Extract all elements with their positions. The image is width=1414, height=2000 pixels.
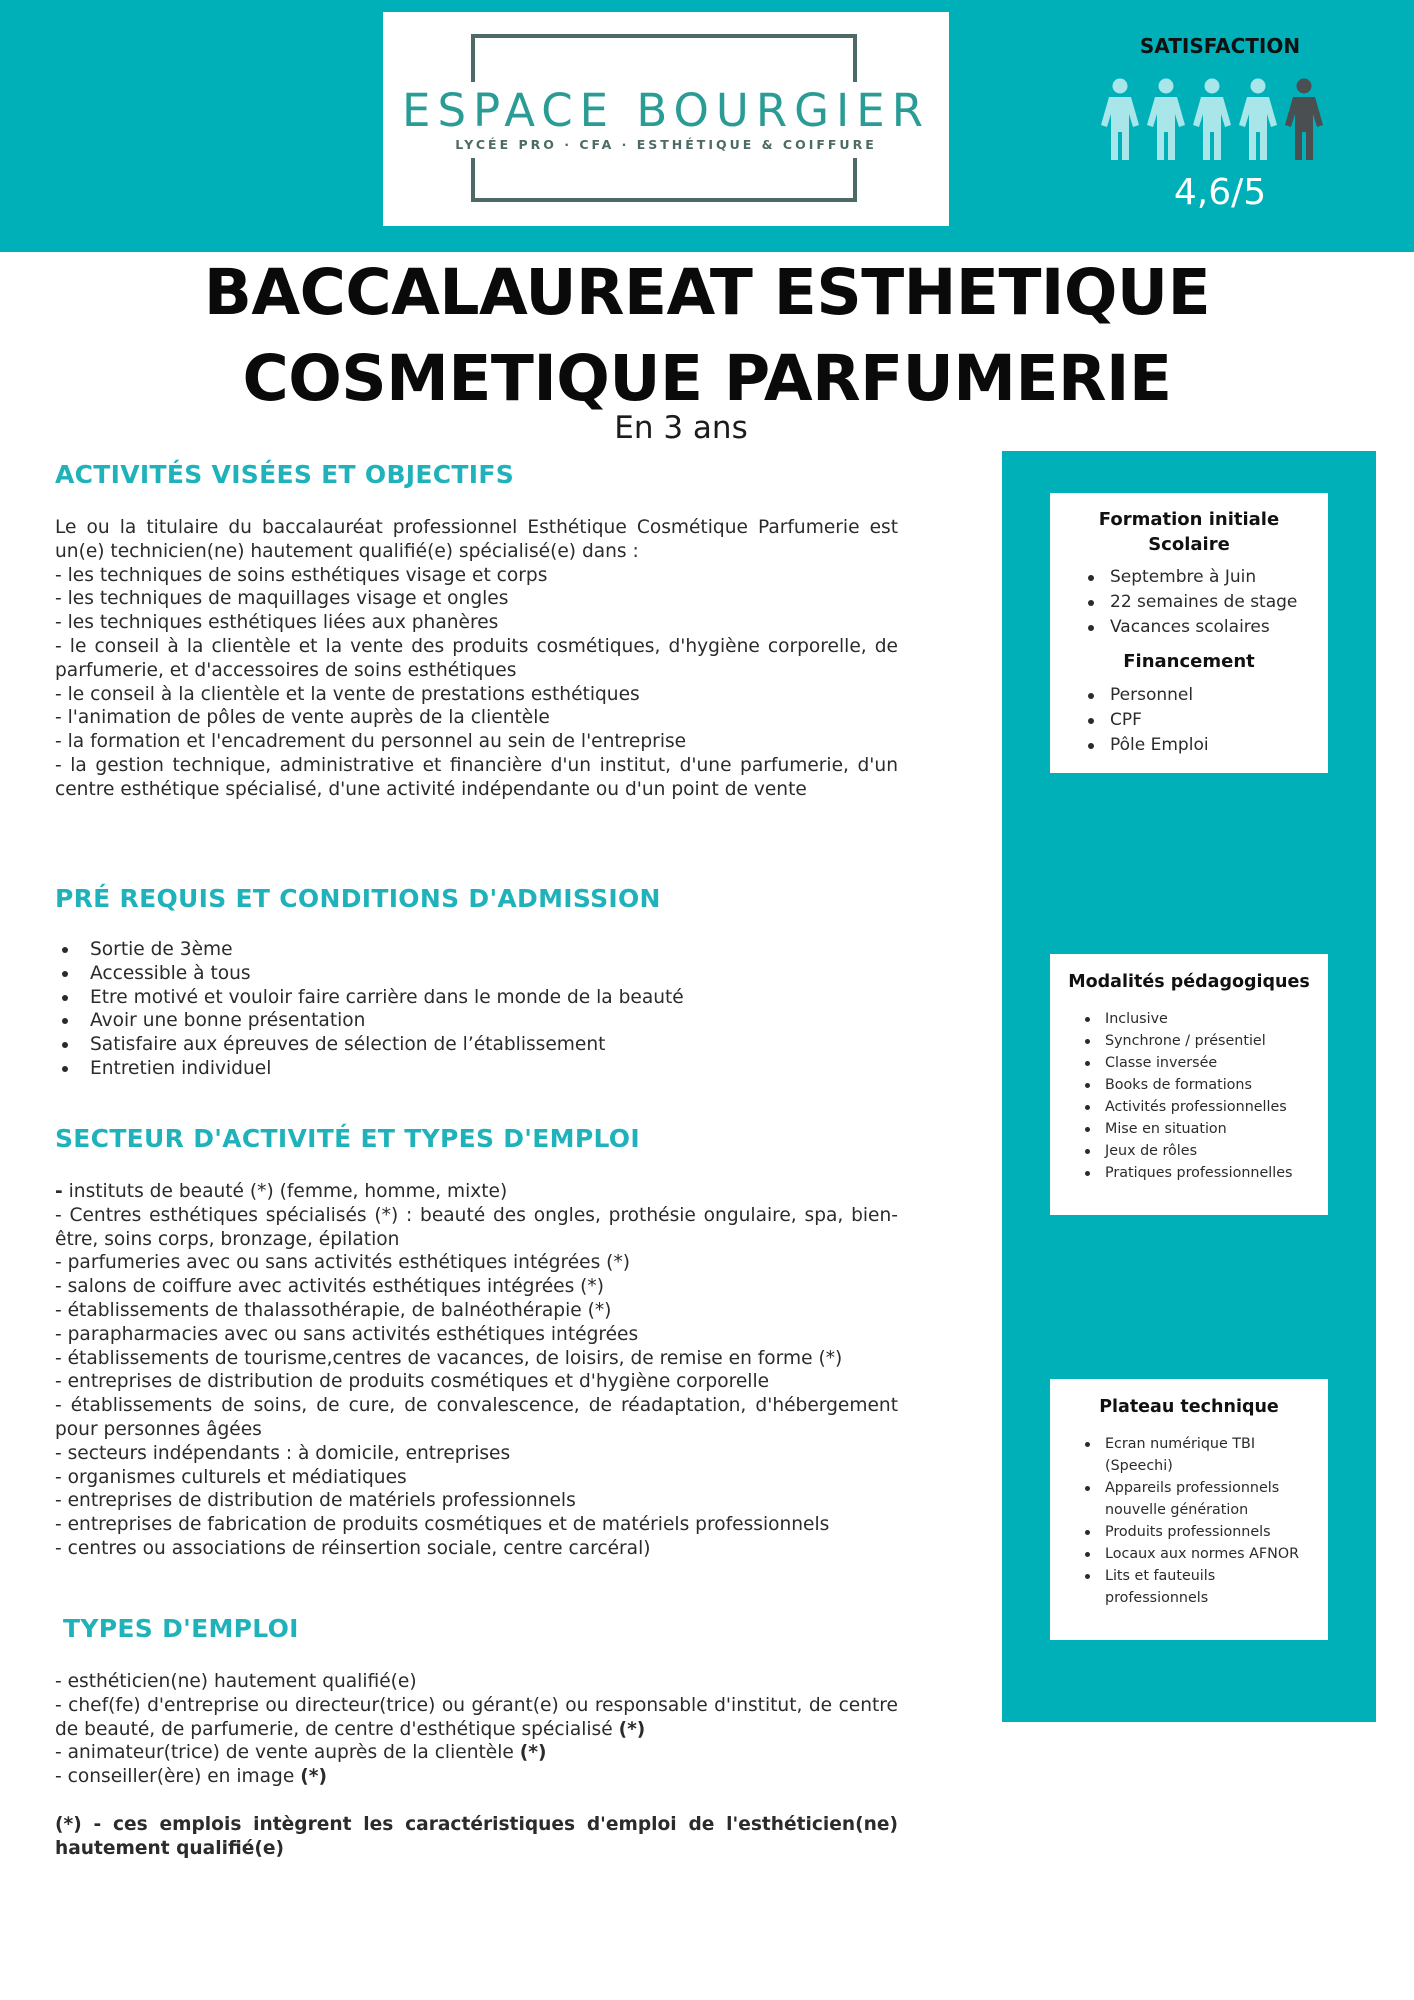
types-star: (*) <box>618 1718 646 1740</box>
card-formation <box>1050 493 1328 773</box>
section-heading-prerequis: PRÉ REQUIS ET CONDITIONS D'ADMISSION <box>55 884 661 913</box>
list-item: Jeux de rôles <box>1105 1140 1328 1162</box>
list-item: Satisfaire aux épreuves de sélection de l’établissement <box>88 1033 684 1057</box>
list-item: Locaux aux normes AFNOR <box>1105 1543 1318 1565</box>
secteur-dash: - <box>55 1181 63 1202</box>
secteur-line-text: instituts de beauté (*) (femme, homme, mixte) <box>62 1181 508 1202</box>
person-icon <box>1193 79 1231 161</box>
activites-line: Le ou la titulaire du baccalauréat professionnel Esthétique Cosmétique Parfumerie est un(e) technicien(ne) hautement qualifié(e) spécialisé(e) dans : <box>55 517 898 562</box>
secteur-line: - parapharmacies avec ou sans activités esthétiques intégrées <box>55 1323 639 1345</box>
activites-line: - les techniques de maquillages visage et ongles <box>55 588 509 610</box>
satisfaction-people-icons <box>1098 78 1344 162</box>
list-item: Personnel <box>1110 683 1328 708</box>
secteur-line: - secteurs indépendants : à domicile, entreprises <box>55 1442 511 1464</box>
secteur-line: - entreprises de distribution de produits cosmétiques et d'hygiène corporelle <box>55 1371 770 1393</box>
person-icon <box>1285 79 1323 161</box>
types-note: (*) - ces emplois intègrent les caractéristiques d'emploi de l'esthéticien(ne) hautement qualifié(e) <box>55 1813 898 1859</box>
activites-line: - le conseil à la clientèle et la vente des produits cosmétiques, d'hygiène corporelle, de parfumerie, et d'accessoires de soins esthétiques <box>55 635 898 681</box>
card-modalites-title: Modalités pédagogiques <box>1068 972 1310 992</box>
secteur-line: - établissements de thalassothérapie, de balnéothérapie (*) <box>55 1299 612 1321</box>
list-item: Mise en situation <box>1105 1118 1328 1140</box>
list-item: Activités professionnelles <box>1105 1096 1328 1118</box>
section-heading-secteur: SECTEUR D'ACTIVITÉ ET TYPES D'EMPLOI <box>55 1124 640 1153</box>
secteur-line: - centres ou associations de réinsertion sociale, centre carcéral) <box>55 1537 651 1559</box>
list-item: Lits et fauteuils professionnels <box>1105 1565 1318 1609</box>
logo <box>383 12 949 226</box>
list-item: Pôle Emploi <box>1110 733 1328 758</box>
page-title: BACCALAUREAT ESTHETIQUE COSMETIQUE PARFUMERIE <box>203 256 1211 415</box>
prerequis-list <box>88 938 684 1081</box>
types-line-text: - chef(fe) d'entreprise ou directeur(trice) ou gérant(e) ou responsable d'institut, de centre de beauté, de parfumerie, de centre d'esthétique spécialisé <box>55 1694 898 1740</box>
list-item: Inclusive <box>1105 1008 1328 1030</box>
types-text <box>55 1670 898 1861</box>
list-item: Produits professionnels <box>1105 1521 1318 1543</box>
activites-line: - les techniques de soins esthétiques visage et corps <box>55 564 548 586</box>
secteur-line: - salons de coiffure avec activités esthétiques intégrées (*) <box>55 1276 604 1298</box>
list-item: Entretien individuel <box>88 1057 684 1081</box>
list-item: Synchrone / présentiel <box>1105 1030 1328 1052</box>
types-star: (*) <box>300 1766 327 1788</box>
list-item: CPF <box>1110 708 1328 733</box>
logo-tagline: LYCÉE PRO · CFA · ESTHÉTIQUE & COIFFURE <box>455 137 877 152</box>
list-item: Books de formations <box>1105 1074 1328 1096</box>
card-financement-title: Financement <box>1123 651 1255 672</box>
card-plateau <box>1050 1379 1328 1640</box>
list-item: Ecran numérique TBI (Speechi) <box>1105 1433 1318 1477</box>
person-icon <box>1239 79 1277 161</box>
types-line-text: - conseiller(ère) en image <box>55 1766 301 1788</box>
secteur-line: - parfumeries avec ou sans activités esthétiques intégrées (*) <box>55 1252 630 1274</box>
secteur-line: - établissements de soins, de cure, de convalescence, de réadaptation, d'hébergement pour personnes âgées <box>55 1395 898 1440</box>
types-line <box>55 1694 898 1742</box>
secteur-line: - organismes culturels et médiatiques <box>55 1466 407 1488</box>
duration: En 3 ans <box>614 410 748 446</box>
list-item: 22 semaines de stage <box>1110 590 1328 615</box>
card-plateau-list <box>1050 1433 1328 1609</box>
secteur-line: - entreprises de distribution de matériels professionnels <box>55 1490 576 1512</box>
section-heading-activites: ACTIVITÉS VISÉES ET OBJECTIFS <box>55 460 515 489</box>
list-item: Vacances scolaires <box>1110 615 1328 640</box>
person-icon <box>1147 79 1185 161</box>
list-item: Appareils professionnels nouvelle génération <box>1105 1477 1318 1521</box>
satisfaction-label: SATISFACTION <box>1139 34 1301 58</box>
list-item: Accessible à tous <box>88 962 684 986</box>
list-item: Septembre à Juin <box>1110 565 1328 590</box>
secteur-line: - entreprises de fabrication de produits cosmétiques et de matériels professionnels <box>55 1514 830 1536</box>
list-item: Pratiques professionnelles <box>1105 1162 1328 1184</box>
card-modalites <box>1050 954 1328 1215</box>
types-line: - esthéticien(ne) hautement qualifié(e) <box>55 1671 417 1692</box>
activites-line: - le conseil à la clientèle et la vente de prestations esthétiques <box>55 683 640 705</box>
secteur-line: - établissements de tourisme,centres de vacances, de loisirs, de remise en forme (*) <box>55 1347 843 1369</box>
secteur-line: - Centres esthétiques spécialisés (*) : beauté des ongles, prothésie ongulaire, spa, bien-être, soins corps, bronzage, épilation <box>55 1204 898 1250</box>
card-modalites-list <box>1050 1008 1328 1184</box>
types-line-text: - animateur(trice) de vente auprès de la clientèle <box>55 1742 520 1764</box>
card-formation-list <box>1050 565 1328 640</box>
satisfaction-score: 4,6/5 <box>1173 172 1267 213</box>
types-line <box>55 1765 898 1789</box>
list-item: Classe inversée <box>1105 1052 1328 1074</box>
types-star: (*) <box>519 1742 547 1764</box>
side-panel <box>1002 451 1376 1722</box>
card-financement-list <box>1050 683 1328 758</box>
person-icon <box>1101 79 1139 161</box>
secteur-text <box>55 1180 898 1561</box>
list-item: Etre motivé et vouloir faire carrière dans le monde de la beauté <box>90 986 684 1008</box>
section-heading-types: TYPES D'EMPLOI <box>63 1614 299 1643</box>
list-item: Avoir une bonne présentation <box>88 1009 684 1033</box>
types-line <box>55 1741 898 1765</box>
activites-line: - l'animation de pôles de vente auprès de la clientèle <box>55 707 550 729</box>
secteur-line <box>55 1180 898 1204</box>
activites-text <box>55 516 898 802</box>
activites-line: - la gestion technique, administrative et financière d'un institut, d'une parfumerie, d'un centre esthétique spécialisé, d'une activité indépendante ou d'un point de vente <box>55 754 898 800</box>
list-item: Sortie de 3ème <box>88 938 684 962</box>
logo-name: ESPACE BOURGIER <box>402 84 930 137</box>
card-formation-title: Formation initiale Scolaire <box>1098 509 1280 555</box>
activites-line: - la formation et l'encadrement du personnel au sein de l'entreprise <box>55 731 687 753</box>
card-plateau-title: Plateau technique <box>1099 1397 1279 1417</box>
activites-line: - les techniques esthétiques liées aux phanères <box>55 612 499 634</box>
